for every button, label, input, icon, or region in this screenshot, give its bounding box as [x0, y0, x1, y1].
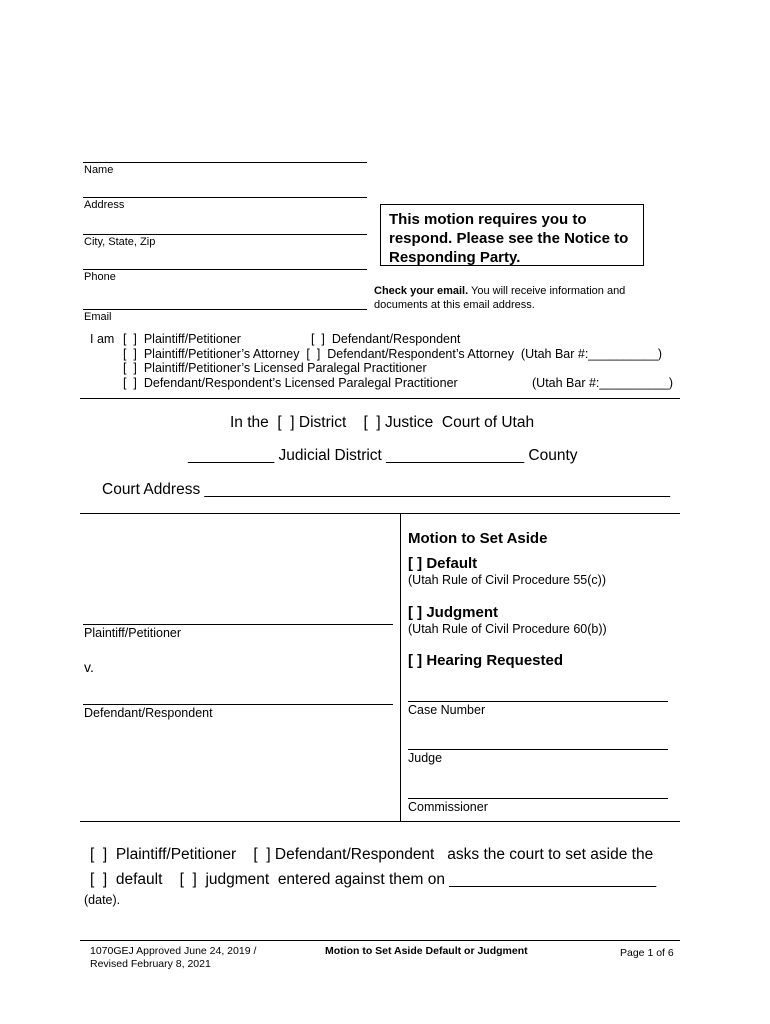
check-email-note	[374, 284, 664, 312]
case-number-label: Case Number	[408, 703, 486, 717]
i-am-defendant[interactable]: [ ] Defendant/Respondent	[311, 332, 461, 346]
district-county-line: __________ Judicial District ________________ County	[188, 447, 578, 464]
judge-line	[408, 749, 668, 750]
caption-top-line	[80, 513, 680, 514]
judgment-option[interactable]: [ ] Judgment	[408, 604, 498, 621]
commissioner-label: Commissioner	[408, 800, 488, 814]
motion-body-date: (date).	[84, 893, 121, 907]
check-email-rest: You will receive information and documents at this email address.	[374, 285, 626, 311]
footer-title: Motion to Set Aside Default or Judgment	[325, 945, 528, 957]
hearing-requested-option[interactable]: [ ] Hearing Requested	[408, 652, 564, 669]
city-label: City, State, Zip	[84, 236, 156, 248]
respond-notice-text: This motion requires you to respond. Please see the Notice to Responding Party.	[389, 211, 629, 266]
i-am-prefix: I am	[90, 332, 115, 346]
i-am-attorney[interactable]: [ ] Plaintiff/Petitioner’s Attorney [ ] Defendant/Respondent’s Attorney (Utah Bar #:__________)	[123, 347, 662, 361]
motion-title: Motion to Set Aside	[408, 530, 548, 547]
default-rule: (Utah Rule of Civil Procedure 55(c))	[408, 573, 606, 587]
commissioner-line	[408, 798, 668, 799]
motion-body-line-2: [ ] default [ ] judgment entered against them on ________________________	[90, 871, 657, 888]
judgment-rule: (Utah Rule of Civil Procedure 60(b))	[408, 622, 607, 636]
motion-body-line-1: [ ] Plaintiff/Petitioner [ ] Defendant/Respondent asks the court to set aside the	[90, 846, 654, 863]
name-label: Name	[84, 164, 114, 176]
judge-label: Judge	[408, 751, 443, 765]
i-am-plaintiff[interactable]: [ ] Plaintiff/Petitioner	[123, 332, 241, 346]
defendant-label: Defendant/Respondent	[84, 706, 213, 720]
email-label: Email	[84, 311, 112, 323]
email-line	[83, 309, 367, 310]
defendant-line	[83, 704, 393, 705]
court-address-line: Court Address ______________________________________________________	[102, 481, 671, 498]
name-line	[83, 162, 367, 163]
form-revised: Revised February 8, 2021	[90, 958, 211, 970]
caption-divider	[400, 513, 401, 821]
default-option[interactable]: [ ] Default	[408, 555, 478, 572]
phone-line	[83, 269, 367, 270]
plaintiff-line	[83, 624, 393, 625]
form-id: 1070GEJ Approved June 24, 2019 /	[90, 945, 257, 957]
case-number-line	[408, 701, 668, 702]
respond-notice-box	[380, 204, 644, 266]
caption-bottom-line	[80, 821, 680, 822]
footer-line	[80, 940, 680, 941]
address-line	[83, 197, 367, 198]
page-number: Page 1 of 6	[620, 947, 674, 959]
i-am-defendant-lpp[interactable]: [ ] Defendant/Respondent’s Licensed Paralegal Practitioner	[123, 376, 458, 390]
check-email-bold: Check your email.	[374, 285, 469, 297]
phone-label: Phone	[84, 271, 116, 283]
address-label: Address	[84, 199, 125, 211]
plaintiff-label: Plaintiff/Petitioner	[84, 626, 182, 640]
i-am-plaintiff-lpp[interactable]: [ ] Plaintiff/Petitioner’s Licensed Paralegal Practitioner	[123, 361, 427, 375]
city-line	[83, 234, 367, 235]
section-divider-1	[80, 398, 680, 399]
lpp-bar-number[interactable]: (Utah Bar #:__________)	[532, 376, 674, 390]
court-type-line: In the [ ] District [ ] Justice Court of Utah	[230, 414, 535, 431]
versus-label: v.	[84, 659, 94, 675]
